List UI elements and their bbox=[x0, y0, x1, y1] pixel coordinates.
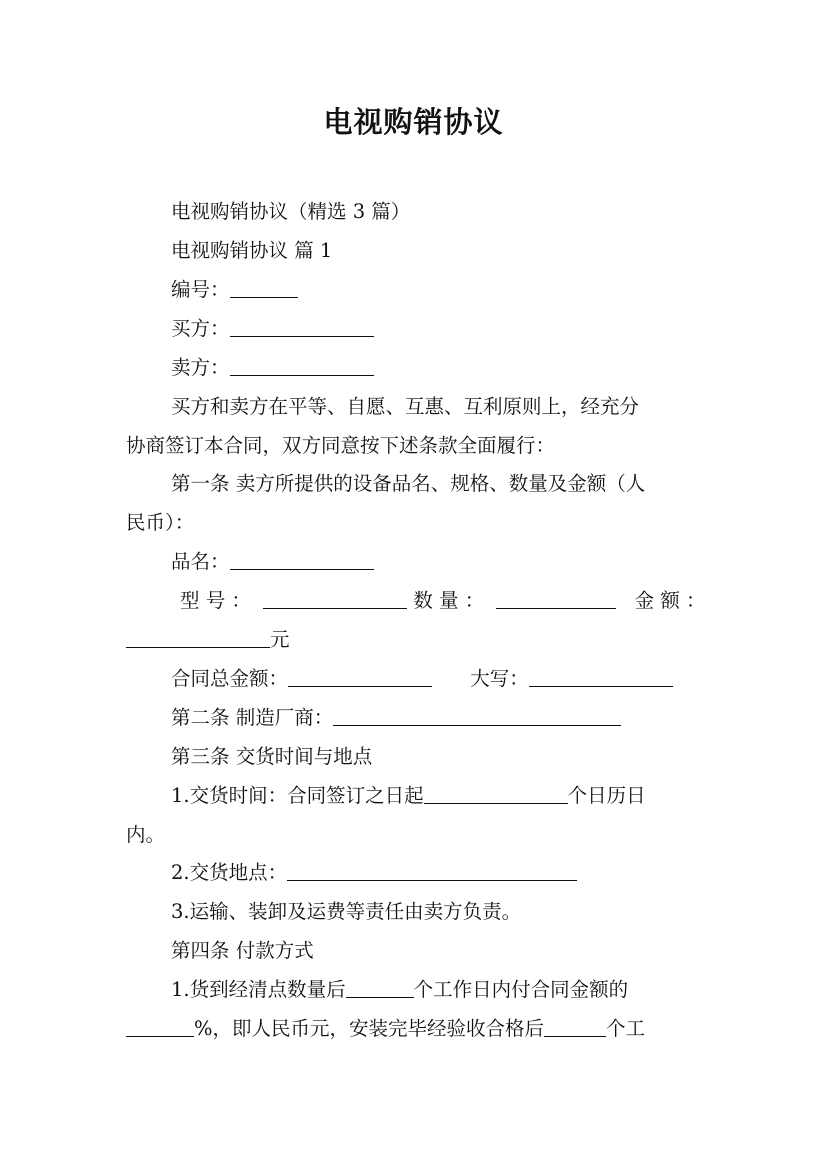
quantity-blank bbox=[496, 589, 616, 609]
article-4-heading: 第四条 付款方式 bbox=[171, 939, 314, 962]
buyer-blank bbox=[230, 317, 374, 337]
number-blank bbox=[230, 278, 298, 298]
delivery-place-blank bbox=[287, 861, 577, 881]
subtitle: 电视购销协议（精选 3 篇） bbox=[171, 200, 411, 223]
capital-blank bbox=[529, 667, 673, 687]
total-amount-row bbox=[171, 665, 673, 693]
manufacturer-blank bbox=[333, 706, 621, 726]
document-title: 电视购销协议 bbox=[323, 105, 504, 139]
total-amount-label: 合同总金额： bbox=[171, 667, 289, 690]
model-blank bbox=[263, 589, 407, 609]
payment-prefix: 1.货到经清点数量后 bbox=[171, 978, 346, 1001]
article-1-line-2: 民币）： bbox=[126, 511, 195, 534]
quantity-label: 数 量 ： bbox=[413, 589, 485, 612]
delivery-days-blank bbox=[424, 784, 568, 804]
buyer-label: 买方： bbox=[171, 317, 230, 340]
payment-after-blank bbox=[544, 1017, 606, 1037]
preamble-line-2: 协商签订本合同，双方同意按下述条款全面履行： bbox=[126, 434, 556, 457]
amount-label: 金 额 ： bbox=[634, 589, 706, 612]
delivery-place-label: 2.交货地点： bbox=[171, 861, 288, 884]
payment-row-1 bbox=[171, 976, 628, 1004]
payment-row-2-suffix: 个工 bbox=[606, 1017, 646, 1040]
seller-blank bbox=[230, 356, 374, 376]
delivery-time-suffix: 个日历日 bbox=[567, 784, 646, 807]
payment-mid: %，即人民币元，安装完毕经验收合格后 bbox=[194, 1017, 545, 1040]
payment-days-blank bbox=[346, 978, 414, 998]
payment-percent-blank bbox=[126, 1017, 194, 1037]
product-name-row bbox=[171, 548, 374, 576]
delivery-time-continuation: 内。 bbox=[126, 823, 166, 846]
model-quantity-amount-row bbox=[180, 587, 706, 615]
total-amount-blank bbox=[288, 667, 432, 687]
buyer-row bbox=[171, 315, 374, 343]
preamble-line-1 bbox=[171, 393, 701, 421]
product-name-blank bbox=[230, 550, 374, 570]
article-3-heading: 第三条 交货时间与地点 bbox=[171, 745, 373, 768]
number-row bbox=[171, 276, 298, 304]
delivery-place-row bbox=[171, 859, 577, 887]
part-heading: 电视购销协议 篇 1 bbox=[171, 239, 333, 262]
payment-row-2 bbox=[126, 1015, 645, 1043]
number-label: 编号： bbox=[171, 278, 230, 301]
amount-blank bbox=[126, 628, 270, 648]
article-2-row bbox=[171, 704, 621, 732]
payment-suffix: 个工作日内付合同金额的 bbox=[413, 978, 629, 1001]
seller-row bbox=[171, 354, 374, 382]
seller-label: 卖方： bbox=[171, 356, 230, 379]
yuan-unit: 元 bbox=[270, 628, 290, 651]
delivery-time-prefix: 1.交货时间：合同签订之日起 bbox=[171, 784, 424, 807]
preamble-text-1: 买方和卖方在平等、自愿、互惠、互利原则上，经充分 bbox=[171, 395, 640, 418]
delivery-time-row bbox=[171, 782, 646, 810]
article-1-line-1: 第一条 卖方所提供的设备品名、规格、数量及金额（人 bbox=[171, 472, 646, 495]
capital-label: 大写： bbox=[470, 667, 529, 690]
amount-continuation-row bbox=[126, 626, 290, 654]
transport-clause: 3.运输、装卸及运费等责任由卖方负责。 bbox=[171, 900, 522, 923]
article-2-label: 第二条 制造厂商： bbox=[171, 706, 334, 729]
product-name-label: 品名： bbox=[171, 550, 230, 573]
model-label: 型 号 ： bbox=[180, 589, 251, 612]
